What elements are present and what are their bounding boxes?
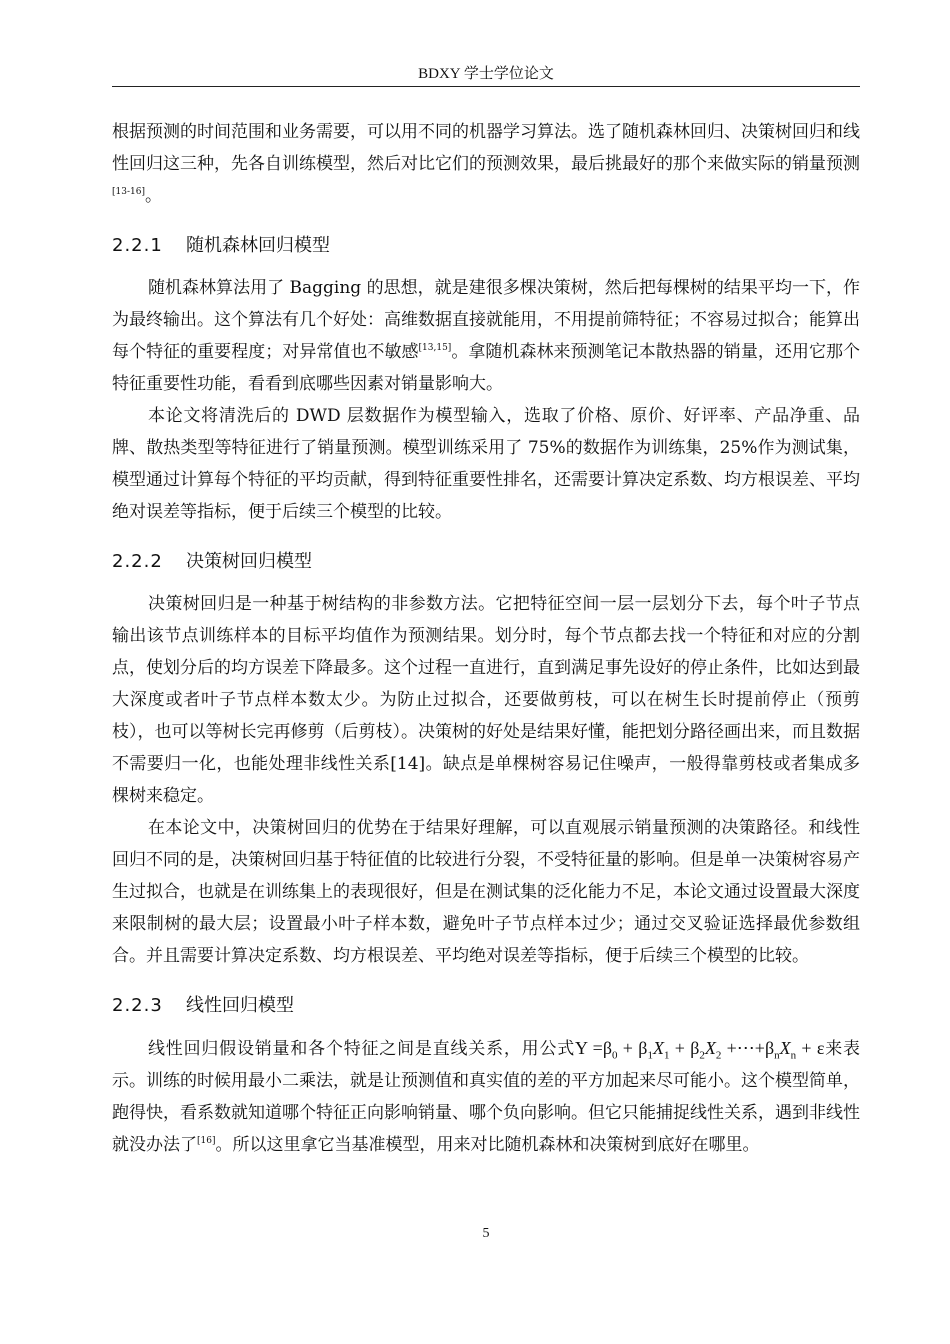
section-number: 2.2.2 [112, 551, 163, 572]
citation: [13-16] [112, 187, 145, 197]
page-body [112, 116, 860, 1161]
section-title: 线性回归模型 [186, 995, 294, 1016]
section-heading-linear-regression [112, 990, 860, 1022]
section-heading-random-forest [112, 230, 860, 262]
section-number: 2.2.1 [112, 235, 163, 256]
section-heading-decision-tree [112, 546, 860, 578]
intro-text: 根据预测的时间范围和业务需要，可以用不同的机器学习算法。选了随机森林回归、决策树回归和线性回归这三种，先各自训练模型，然后对比它们的预测效果，最后挑最好的那个来做实际的销量预测 [112, 122, 860, 174]
citation: [16] [197, 1136, 216, 1146]
dt-paragraph-2: 在本论文中，决策树回归的优势在于结果好理解，可以直观展示销量预测的决策路径。和线性回归不同的是，决策树回归基于特征值的比较进行分裂，不受特征量的影响。但是单一决策树容易产生过拟合，也就是在训练集上的表现很好，但是在测试集的泛化能力不足，本论文通过设置最大深度来限制树的最大层；设置最小叶子样本数，避免叶子节点样本过少；通过交叉验证选择最优参数组合。并且需要计算决定系数、均方根误差、平均绝对误差等指标，便于后续三个模型的比较。 [112, 818, 860, 966]
page-number: 5 [482, 1226, 490, 1241]
rf-text-a: 随机森林算法用了 Bagging 的思想，就是建很多棵决策树，然后把每棵树的结果平均一下，作为最终输出。这个算法有几个好处：高维数据直接就能用，不用提前筛特征；不容易过拟合；能算出每个特征的重要程度；对异常值也不敏感 [112, 278, 860, 362]
rf-paragraph-1 [112, 272, 860, 400]
citation: [13,15] [418, 343, 452, 353]
section-number: 2.2.3 [112, 995, 163, 1016]
page-header: BDXY 学士学位论文 [418, 66, 554, 82]
header-rule [112, 86, 860, 87]
section-title: 随机森林回归模型 [186, 235, 330, 256]
lr-text-c: 。所以这里拿它当基准模型，用来对比随机森林和决策树到底好在哪里。 [215, 1135, 760, 1155]
section-title: 决策树回归模型 [186, 551, 312, 572]
intro-paragraph [112, 116, 860, 212]
lr-text-b: 来表示。训练的时候用最小二乘法，就是让预测值和真实值的差的平方加起来尽可能小。这个模型简单，跑得快，看系数就知道哪个特征正向影响销量、哪个负向影响。但它只能捕捉线性关系，遇到非线性就没办法了 [112, 1039, 861, 1155]
rf-paragraph-2: 本论文将清洗后的 DWD 层数据作为模型输入，选取了价格、原价、好评率、产品净重、品牌、散热类型等特征进行了销量预测。模型训练采用了 75%的数据作为训练集，25%作为测试集，模型通过计算每个特征的平均贡献，得到特征重要性排名，还需要计算决定系数、均方根误差、平均绝对误差等指标，便于后续三个模型的比较。 [112, 406, 860, 522]
dt-paragraph-1: 决策树回归是一种基于树结构的非参数方法。它把特征空间一层一层划分下去，每个叶子节点输出该节点训练样本的目标平均值作为预测结果。划分时，每个节点都去找一个特征和对应的分割点，使划分后的均方误差下降最多。这个过程一直进行，直到满足事先设好的停止条件，比如达到最大深度或者叶子节点样本数太少。为防止过拟合，还要做剪枝，可以在树生长时提前停止（预剪枝），也可以等树长完再修剪（后剪枝）。决策树的好处是结果好懂，能把划分路径画出来，而且数据不需要归一化，也能处理非线性关系[14]。缺点是单棵树容易记住噪声，一般得靠剪枝或者集成多棵树来稳定。 [112, 594, 860, 806]
lr-text-a: 线性回归假设销量和各个特征之间是直线关系，用公式 [148, 1039, 576, 1059]
rf-text-b: 。拿随机森林来预测笔记本散热器的销量，还用它那个特征重要性功能，看看到底哪些因素对销量影响大。 [112, 342, 860, 394]
lr-paragraph-1 [112, 1032, 860, 1161]
linear-regression-formula: $Y =\beta_0 + \beta_1X_1 + \beta_2X_2$ $+\cdots+\beta_nX_n + \varepsilon$ [575, 1038, 825, 1062]
intro-end: 。 [144, 186, 162, 206]
